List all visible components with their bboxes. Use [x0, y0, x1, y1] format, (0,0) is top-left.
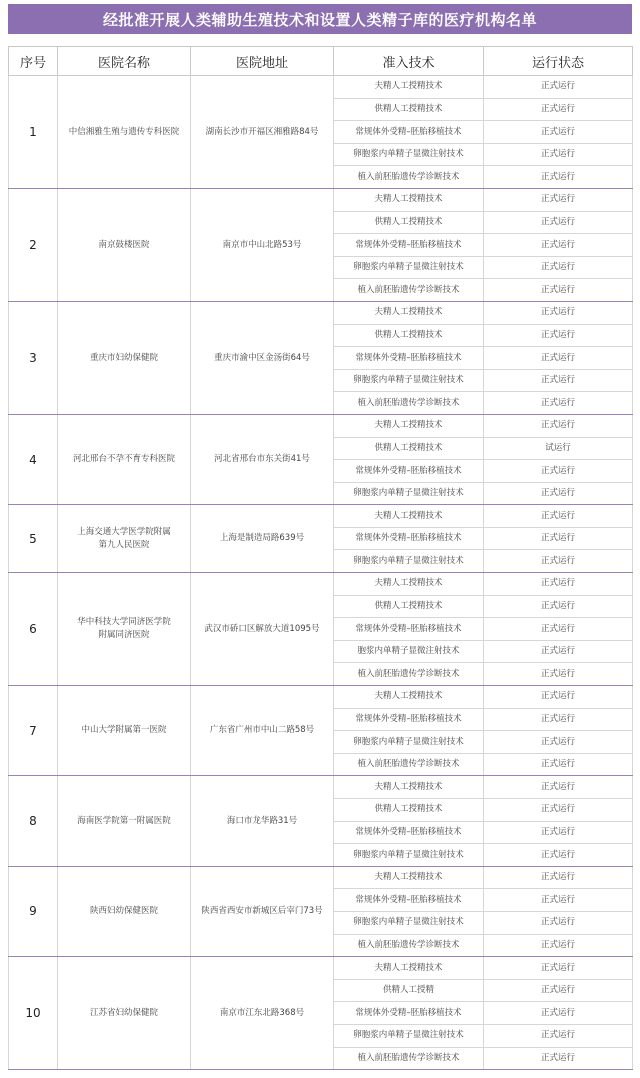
hospital-address-cell: 重庆市渝中区金汤街64号	[191, 301, 334, 414]
hospital-address-cell: 海口市龙华路31号	[191, 776, 334, 866]
technology-cell: 供精人工授精技术	[334, 98, 484, 121]
hospital-name-cell: 海南医学院第一附属医院	[58, 776, 191, 866]
technology-cell: 植入前胚胎遗传学诊断技术	[334, 392, 484, 415]
technology-cell: 植入前胚胎遗传学诊断技术	[334, 279, 484, 302]
status-cell: 正式运行	[484, 799, 633, 822]
status-cell: 正式运行	[484, 1002, 633, 1025]
technology-cell: 植入前胚胎遗传学诊断技术	[334, 663, 484, 686]
hospital-address-cell: 广东省广州市中山二路58号	[191, 686, 334, 776]
technology-cell: 供精人工授精技术	[334, 211, 484, 234]
hospital-name-cell: 江苏省妇幼保健院	[58, 957, 191, 1070]
page-title: 经批准开展人类辅助生殖技术和设置人类精子库的医疗机构名单	[8, 4, 632, 34]
status-cell: 正式运行	[484, 324, 633, 347]
technology-cell: 植入前胚胎遗传学诊断技术	[334, 753, 484, 776]
status-cell: 正式运行	[484, 279, 633, 302]
status-cell: 正式运行	[484, 527, 633, 550]
status-cell: 正式运行	[484, 889, 633, 912]
status-cell: 正式运行	[484, 143, 633, 166]
technology-cell: 供精人工授精技术	[334, 324, 484, 347]
status-cell: 正式运行	[484, 166, 633, 189]
header-status: 运行状态	[484, 47, 633, 76]
technology-cell: 供精人工授精技术	[334, 799, 484, 822]
status-cell: 正式运行	[484, 392, 633, 415]
status-cell: 正式运行	[484, 256, 633, 279]
status-cell: 正式运行	[484, 550, 633, 573]
hospital-name-cell: 上海交通大学医学院附属 第九人民医院	[58, 505, 191, 573]
status-cell: 正式运行	[484, 460, 633, 483]
table-row	[9, 957, 633, 980]
hospital-address-cell: 南京市中山北路53号	[191, 188, 334, 301]
hospital-address-cell: 上海是制造局路639号	[191, 505, 334, 573]
technology-cell: 卵胞浆内单精子显微注射技术	[334, 911, 484, 934]
seq-cell: 4	[9, 414, 58, 504]
status-cell: 正式运行	[484, 776, 633, 799]
status-cell: 正式运行	[484, 573, 633, 596]
status-cell: 正式运行	[484, 1047, 633, 1070]
status-cell: 正式运行	[484, 347, 633, 370]
status-cell: 正式运行	[484, 98, 633, 121]
status-cell: 试运行	[484, 437, 633, 460]
status-cell: 正式运行	[484, 957, 633, 980]
technology-cell: 夫精人工授精技术	[334, 188, 484, 211]
status-cell: 正式运行	[484, 821, 633, 844]
technology-cell: 卵胞浆内单精子显微注射技术	[334, 844, 484, 867]
hospital-address-cell: 武汉市硚口区解放大道1095号	[191, 573, 334, 686]
header-technology: 准入技术	[334, 47, 484, 76]
status-cell: 正式运行	[484, 1024, 633, 1047]
technology-cell: 卵胞浆内单精子显微注射技术	[334, 143, 484, 166]
hospital-name-cell: 南京鼓楼医院	[58, 188, 191, 301]
table-row	[9, 188, 633, 211]
technology-cell: 夫精人工授精技术	[334, 573, 484, 596]
seq-cell: 3	[9, 301, 58, 414]
technology-cell: 夫精人工授精技术	[334, 76, 484, 99]
status-cell: 正式运行	[484, 595, 633, 618]
table-row	[9, 76, 633, 99]
technology-cell: 常规体外受精–胚胎移植技术	[334, 1002, 484, 1025]
status-cell: 正式运行	[484, 911, 633, 934]
hospital-name-cell: 河北邢台不孕不育专科医院	[58, 414, 191, 504]
header-seq: 序号	[9, 47, 58, 76]
seq-cell: 5	[9, 505, 58, 573]
status-cell: 正式运行	[484, 618, 633, 641]
hospital-name-cell: 中信湘雅生殖与遗传专科医院	[58, 76, 191, 189]
status-cell: 正式运行	[484, 482, 633, 505]
technology-cell: 夫精人工授精技术	[334, 301, 484, 324]
hospital-name-cell: 重庆市妇幼保健院	[58, 301, 191, 414]
hospital-address-cell: 陕西省西安市新城区后宰门73号	[191, 866, 334, 956]
technology-cell: 常规体外受精–胚胎移植技术	[334, 821, 484, 844]
technology-cell: 卵胞浆内单精子显微注射技术	[334, 550, 484, 573]
technology-cell: 卵胞浆内单精子显微注射技术	[334, 1024, 484, 1047]
table-row	[9, 686, 633, 709]
hospital-address-cell: 湖南长沙市开福区湘雅路84号	[191, 76, 334, 189]
seq-cell: 2	[9, 188, 58, 301]
status-cell: 正式运行	[484, 663, 633, 686]
status-cell: 正式运行	[484, 979, 633, 1002]
hospital-address-cell: 河北省邢台市东关街41号	[191, 414, 334, 504]
technology-cell: 夫精人工授精技术	[334, 866, 484, 889]
technology-cell: 常规体外受精–胚胎移植技术	[334, 460, 484, 483]
technology-cell: 植入前胚胎遗传学诊断技术	[334, 166, 484, 189]
table-row	[9, 505, 633, 528]
technology-cell: 夫精人工授精技术	[334, 505, 484, 528]
status-cell: 正式运行	[484, 211, 633, 234]
technology-cell: 夫精人工授精技术	[334, 957, 484, 980]
technology-cell: 夫精人工授精技术	[334, 776, 484, 799]
technology-cell: 植入前胚胎遗传学诊断技术	[334, 934, 484, 957]
seq-cell: 9	[9, 866, 58, 956]
hospital-name-cell: 中山大学附属第一医院	[58, 686, 191, 776]
status-cell: 正式运行	[484, 844, 633, 867]
technology-cell: 常规体外受精–胚胎移植技术	[334, 708, 484, 731]
table-row	[9, 573, 633, 596]
table-row	[9, 866, 633, 889]
technology-cell: 常规体外受精–胚胎移植技术	[334, 527, 484, 550]
status-cell: 正式运行	[484, 369, 633, 392]
technology-cell: 植入前胚胎遗传学诊断技术	[334, 1047, 484, 1070]
status-cell: 正式运行	[484, 414, 633, 437]
status-cell: 正式运行	[484, 188, 633, 211]
status-cell: 正式运行	[484, 708, 633, 731]
seq-cell: 6	[9, 573, 58, 686]
table-body	[9, 76, 633, 1070]
table-header-row	[9, 47, 633, 76]
table-row	[9, 776, 633, 799]
header-address: 医院地址	[191, 47, 334, 76]
status-cell: 正式运行	[484, 640, 633, 663]
status-cell: 正式运行	[484, 121, 633, 144]
technology-cell: 卵胞浆内单精子显微注射技术	[334, 256, 484, 279]
technology-cell: 供精人工授精技术	[334, 595, 484, 618]
hospital-name-cell: 陕西妇幼保健医院	[58, 866, 191, 956]
seq-cell: 1	[9, 76, 58, 189]
technology-cell: 胞浆内单精子显微注射技术	[334, 640, 484, 663]
seq-cell: 8	[9, 776, 58, 866]
technology-cell: 卵胞浆内单精子显微注射技术	[334, 482, 484, 505]
technology-cell: 卵胞浆内单精子显微注射技术	[334, 731, 484, 754]
hospital-address-cell: 南京市江东北路368号	[191, 957, 334, 1070]
status-cell: 正式运行	[484, 934, 633, 957]
technology-cell: 常规体外受精–胚胎移植技术	[334, 347, 484, 370]
technology-cell: 夫精人工授精技术	[334, 414, 484, 437]
technology-cell: 常规体外受精–胚胎移植技术	[334, 234, 484, 257]
table-row	[9, 414, 633, 437]
status-cell: 正式运行	[484, 301, 633, 324]
status-cell: 正式运行	[484, 731, 633, 754]
technology-cell: 卵胞浆内单精子显微注射技术	[334, 369, 484, 392]
technology-cell: 常规体外受精–胚胎移植技术	[334, 121, 484, 144]
status-cell: 正式运行	[484, 234, 633, 257]
hospital-table	[8, 46, 633, 1070]
technology-cell: 常规体外受精–胚胎移植技术	[334, 889, 484, 912]
status-cell: 正式运行	[484, 76, 633, 99]
seq-cell: 10	[9, 957, 58, 1070]
status-cell: 正式运行	[484, 753, 633, 776]
technology-cell: 夫精人工授精技术	[334, 686, 484, 709]
technology-cell: 常规体外受精–胚胎移植技术	[334, 618, 484, 641]
seq-cell: 7	[9, 686, 58, 776]
status-cell: 正式运行	[484, 505, 633, 528]
status-cell: 正式运行	[484, 686, 633, 709]
technology-cell: 供精人工授精	[334, 979, 484, 1002]
status-cell: 正式运行	[484, 866, 633, 889]
header-hospital: 医院名称	[58, 47, 191, 76]
table-row	[9, 301, 633, 324]
technology-cell: 供精人工授精技术	[334, 437, 484, 460]
hospital-name-cell: 华中科技大学同济医学院 附属同济医院	[58, 573, 191, 686]
